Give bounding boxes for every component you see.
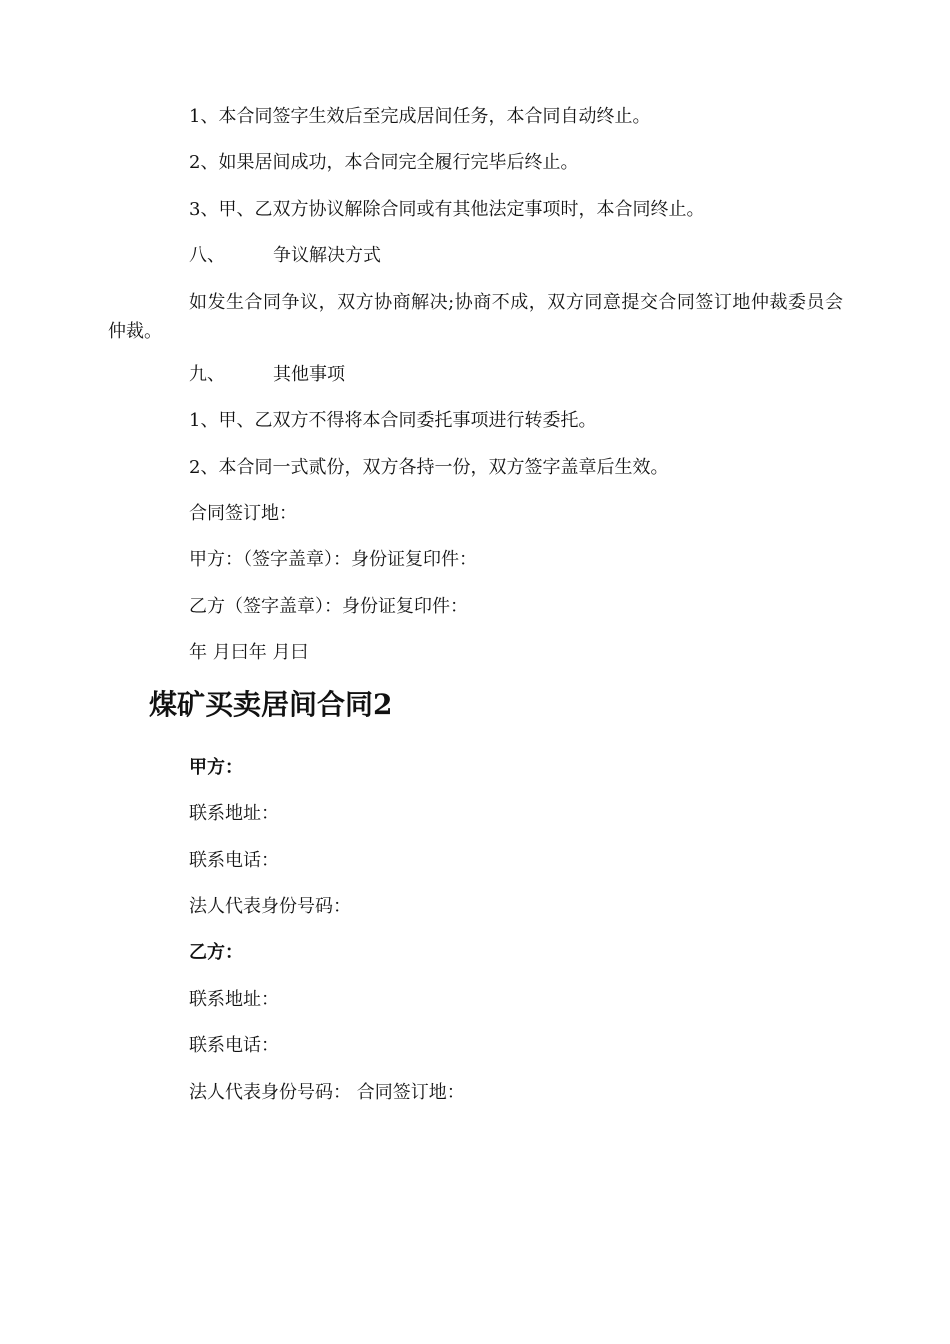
- signing-place: 合同签订地：: [189, 503, 297, 524]
- dispute-text: 如发生合同争议，双方协商解决;协商不成，双方同意提交合同签订地仲裁委员会仲裁。: [108, 292, 843, 342]
- dispute-section-title: 争议解决方式: [273, 245, 381, 266]
- contract2-title: 煤矿买卖居间合同2: [149, 688, 393, 721]
- signing-party-b: 乙方（签字盖章）：身份证复印件：: [189, 596, 468, 617]
- dispute-section-heading: [189, 243, 381, 269]
- contract2-party-b-address: 联系地址：: [189, 989, 279, 1010]
- dispute-section-number: 八、: [189, 245, 225, 266]
- signing-party-a: 甲方：（签字盖章）：身份证复印件：: [189, 549, 477, 570]
- contract2-party-a-address: 联系地址：: [189, 803, 279, 824]
- contract2-party-a-id: 法人代表身份号码：: [189, 896, 351, 917]
- contract2-party-a-label: 甲方：: [189, 757, 243, 778]
- termination-item-1: 1、本合同签字生效后至完成居间任务，本合同自动终止。: [189, 106, 651, 127]
- termination-item-2: 2、如果居间成功，本合同完全履行完毕后终止。: [189, 152, 579, 173]
- termination-item-3: 3、甲、乙双方协议解除合同或有其他法定事项时，本合同终止。: [189, 199, 705, 220]
- other-section-title: 其他事项: [273, 364, 345, 385]
- other-item-2: 2、本合同一式贰份，双方各持一份，双方签字盖章后生效。: [189, 457, 669, 478]
- contract2-party-a-phone: 联系电话：: [189, 850, 279, 871]
- contract2-party-b-label: 乙方：: [189, 942, 243, 963]
- other-item-1: 1、甲、乙双方不得将本合同委托事项进行转委托。: [189, 410, 597, 431]
- other-section-number: 九、: [189, 364, 225, 385]
- contract2-party-b-id-and-place: 法人代表身份号码： 合同签订地：: [189, 1082, 465, 1103]
- signing-date: 年 月曰年 月曰: [189, 642, 309, 663]
- contract2-party-b-phone: 联系电话：: [189, 1035, 279, 1056]
- other-section-heading: [189, 362, 345, 388]
